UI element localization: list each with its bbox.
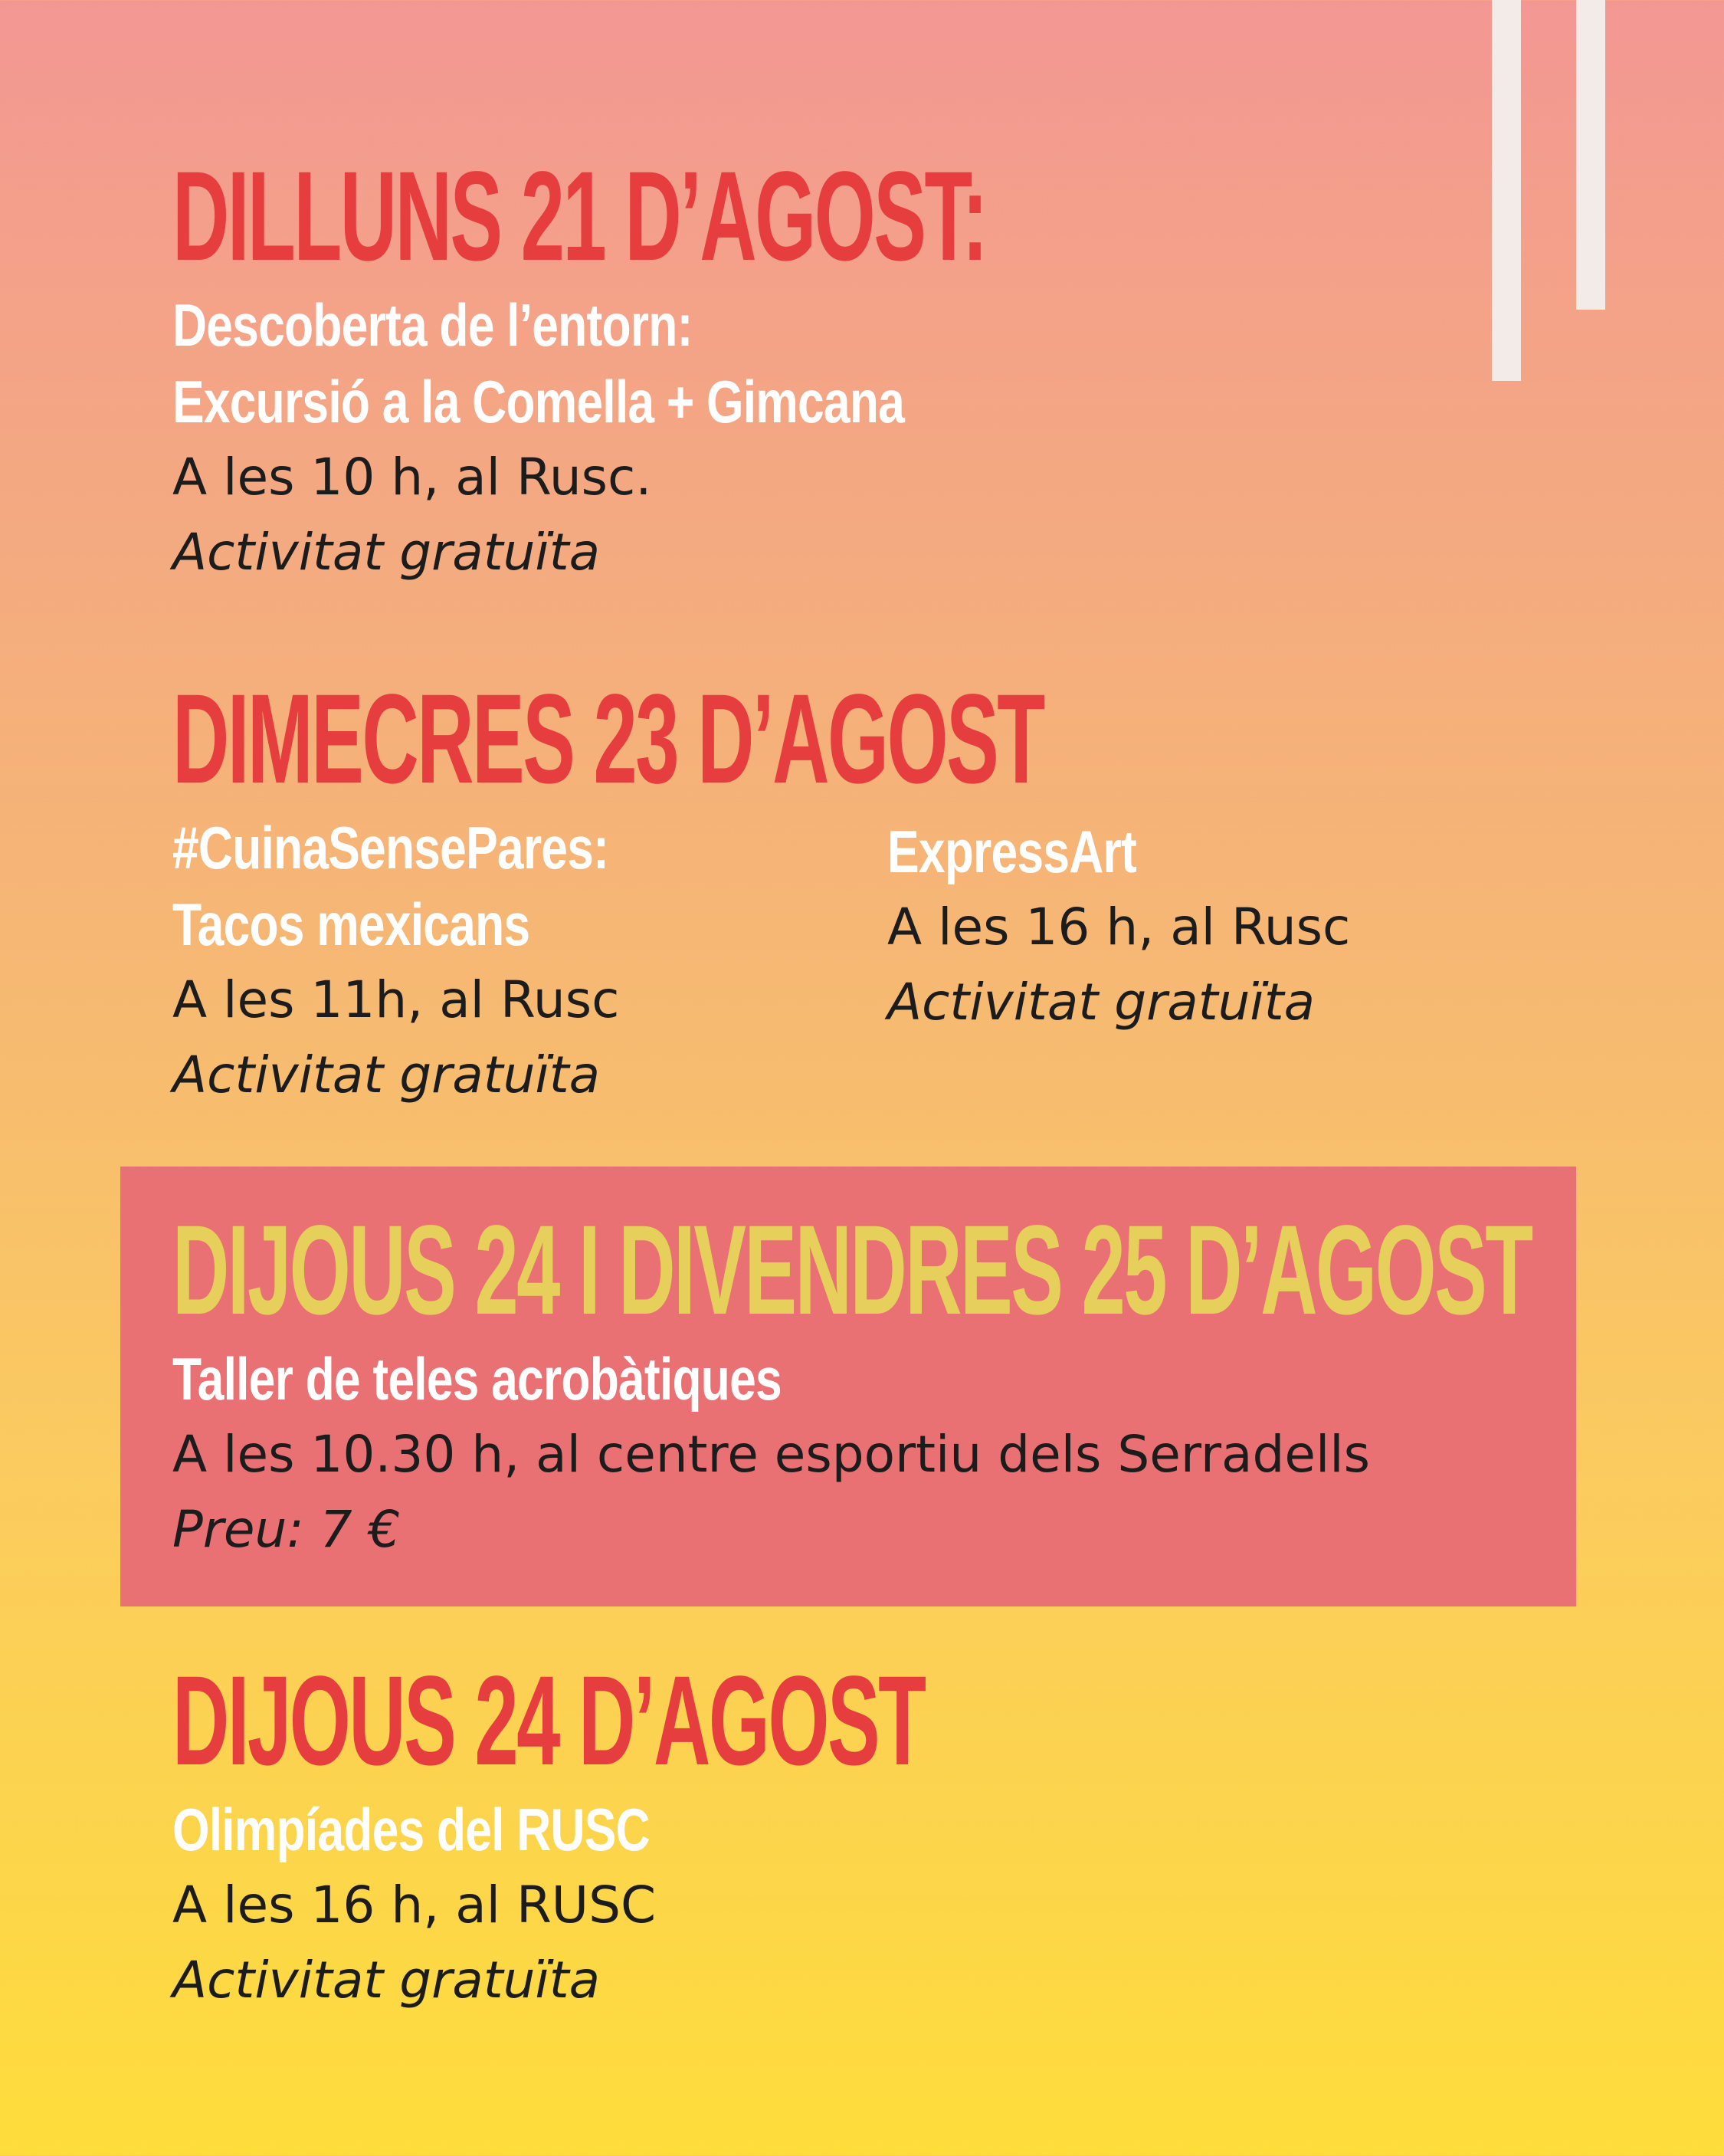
activity-time-place: A les 16 h, al Rusc <box>887 898 1351 957</box>
event-thursday-friday-24-25 <box>172 1199 1724 1567</box>
event-heading: DIMECRES 23 D’AGOST <box>172 668 1044 810</box>
event-time-place: A les 10.30 h, al centre esportiu dels Serradells <box>172 1425 1371 1484</box>
event-heading: DIJOUS 24 D’AGOST <box>172 1650 925 1792</box>
event-heading: DILLUNS 21 D’AGOST: <box>172 146 987 287</box>
event-time-place: A les 10 h, al Rusc. <box>172 448 652 507</box>
activity-title-line: #CuinaSensePares: <box>172 814 609 881</box>
event-price: Activitat gratuïta <box>172 523 601 582</box>
event-time-place: A les 16 h, al RUSC <box>172 1875 657 1934</box>
event-heading: DIJOUS 24 I DIVENDRES 25 D’AGOST <box>172 1199 1532 1341</box>
event-monday-21 <box>172 146 1485 590</box>
event-price: Preu: 7 € <box>172 1500 401 1559</box>
activity-title-line: ExpressArt <box>887 818 1136 885</box>
event-title-line: Taller de teles acrobàtiques <box>172 1345 782 1413</box>
event-title-line: Olimpíades del RUSC <box>172 1796 650 1863</box>
event-title-line: Excursió a la Comella + Gimcana <box>172 368 904 435</box>
event-price: Activitat gratuïta <box>172 1951 601 2010</box>
activity-price: Activitat gratuïta <box>887 973 1316 1032</box>
decorative-vertical-bar <box>1576 0 1605 310</box>
event-thursday-24 <box>172 1650 1385 2018</box>
activity-expressart <box>887 813 1350 1040</box>
decorative-vertical-bar <box>1492 0 1521 381</box>
activity-title-line: Tacos mexicans <box>172 891 530 958</box>
event-wednesday-23 <box>172 668 1577 1113</box>
activity-price: Activitat gratuïta <box>172 1045 601 1104</box>
event-title-line: Descoberta de l’entorn: <box>172 291 693 359</box>
activity-time-place: A les 11h, al Rusc <box>172 970 620 1029</box>
